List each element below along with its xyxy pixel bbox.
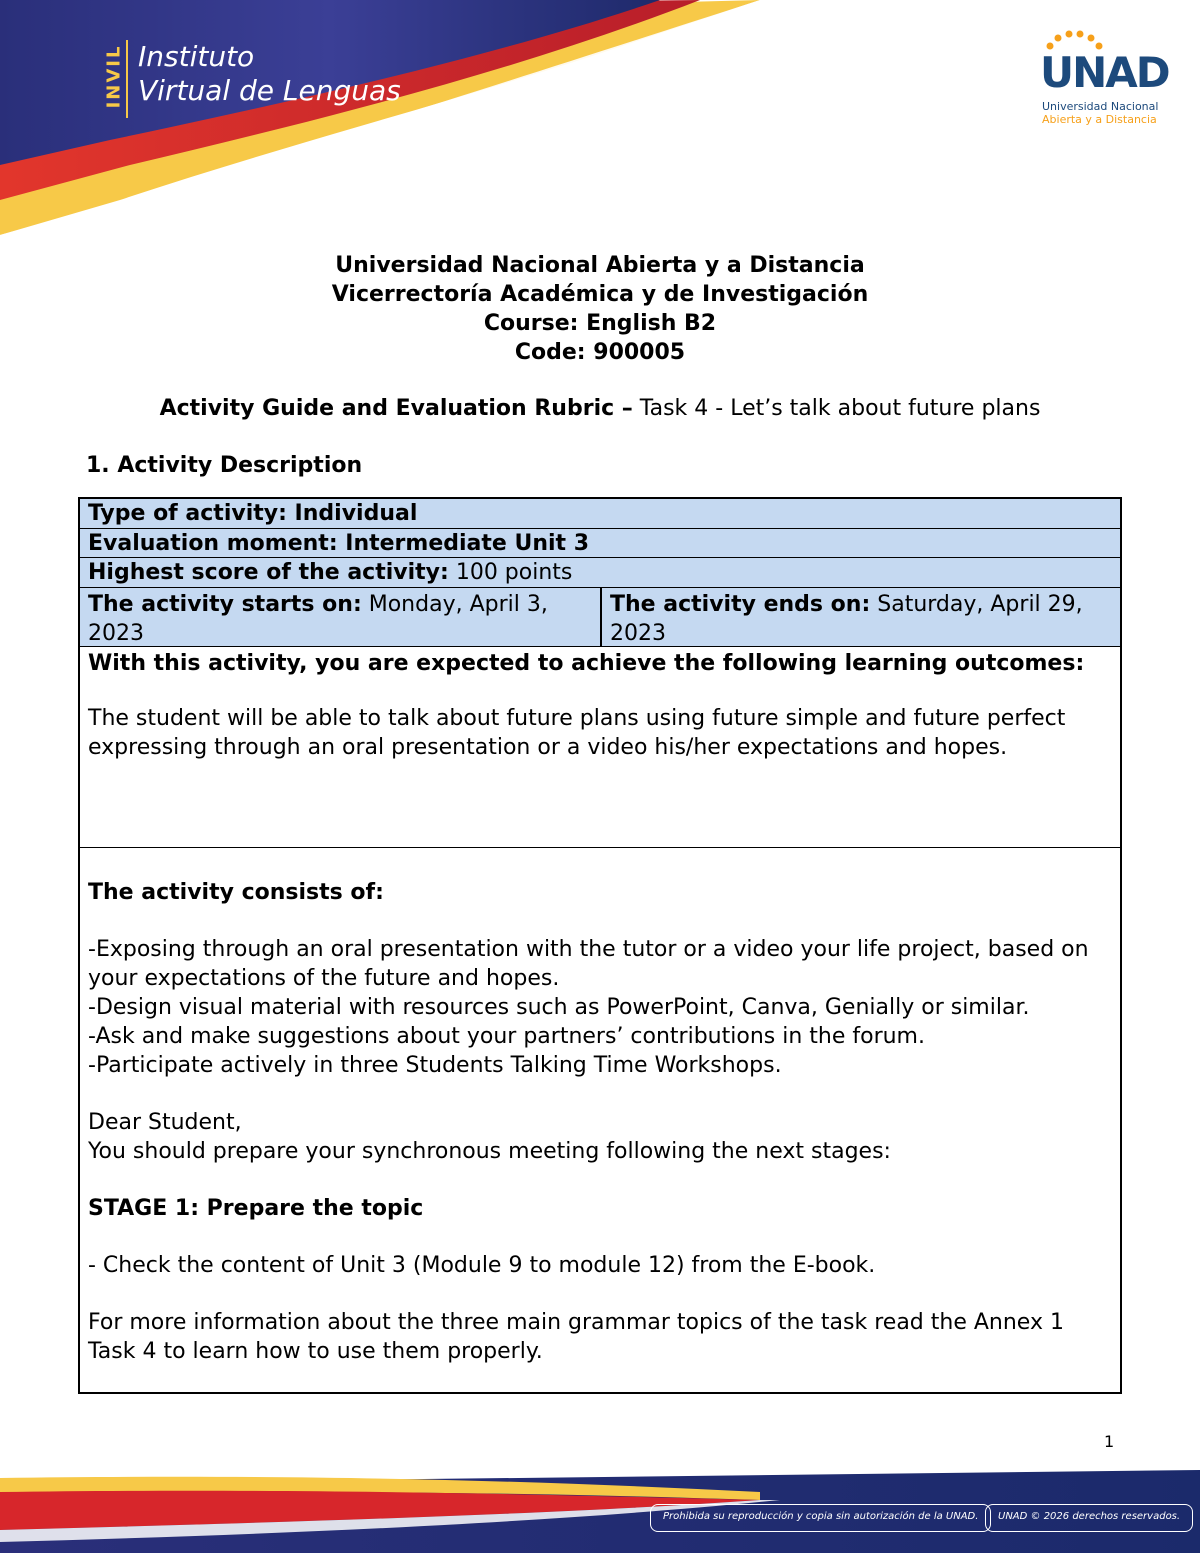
row-evaluation-moment [80,529,1120,558]
university-name: Universidad Nacional Abierta y a Distancia [335,253,865,278]
institute-name [138,40,401,108]
consists-item: -Exposing through an oral presentation with the tutor or a video your life project, based on your expectations of the future and hopes. [88,937,1089,991]
guide-title-bold: Activity Guide and Evaluation Rubric – [159,396,633,421]
guide-title-normal: Task 4 - Let’s talk about future plans [632,396,1041,421]
start-date-value: Monday, April 3, 2023 [88,592,548,646]
highest-score-label: Highest score of the activity: [88,560,449,585]
prepare-text: You should prepare your synchronous meeting following the next stages: [88,1139,891,1164]
learning-outcomes-text: The student will be able to talk about future plans using future simple and future perfect expressing through an oral presentation or a video his/her expectations and hopes. [88,706,1066,760]
invl-vertical-text: INVIL [103,44,125,109]
vice-rectory: Vicerrectoría Académica y de Investigación [331,282,869,307]
row-highest-score [80,558,1120,588]
start-date-cell [80,588,602,646]
activity-consists-cell [80,848,1120,1366]
course-name: Course: English B2 [483,311,717,336]
start-date-label: The activity starts on: [88,592,362,617]
row-dates [80,588,1120,647]
unad-wordmark [1040,48,1169,97]
more-info-text: For more information about the three main grammar topics of the task read the Annex 1 Task 4 to learn how to use them properly. [88,1310,1064,1364]
end-date-cell [602,588,1120,646]
end-date-value: Saturday, April 29, 2023 [610,592,1083,646]
footer-rights-note: UNAD © 2026 derechos reservados. [985,1504,1193,1532]
row-activity-consists [80,848,1120,1392]
end-date-label: The activity ends on: [610,592,871,617]
learning-outcomes-cell [80,647,1120,762]
type-of-activity: Type of activity: Individual [88,501,418,526]
invl-logo [96,40,401,120]
unad-subtitle-1: Universidad Nacional [1042,100,1159,113]
consists-item: -Design visual material with resources such as PowerPoint, Canva, Genially or similar. [88,995,1030,1020]
stage1-heading: STAGE 1: Prepare the topic [88,1196,424,1221]
greeting: Dear Student, [88,1110,242,1135]
unad-wordmark-text: UNAD [1040,48,1169,97]
institute-line2: Virtual de Lenguas [138,74,401,107]
row-learning-outcomes [80,647,1120,848]
unad-subtitle-2: Abierta y a Distancia [1042,113,1157,126]
course-code: Code: 900005 [514,340,686,365]
row-type-of-activity [80,499,1120,529]
learning-outcomes-heading: With this activity, you are expected to achieve the following learning outcomes: [88,651,1085,676]
guide-title [0,396,1200,421]
highest-score-value: 100 points [448,560,573,585]
page-number: 1 [1104,1432,1115,1451]
footer-copyright-note: Prohibida su reproducción y copia sin autorización de la UNAD. [650,1504,991,1532]
activity-consists-heading: The activity consists of: [88,880,384,905]
activity-table [78,497,1122,1394]
invl-vertical-mark [96,40,128,118]
consists-item: -Participate actively in three Students Talking Time Workshops. [88,1053,782,1078]
institute-line1: Instituto [138,40,255,73]
stage1-item: - Check the content of Unit 3 (Module 9 to module 12) from the E-book. [88,1253,876,1278]
unad-logo [1040,30,1170,130]
section-title: 1. Activity Description [86,453,363,478]
consists-item: -Ask and make suggestions about your partners’ contributions in the forum. [88,1024,925,1049]
top-banner [0,0,1200,240]
evaluation-moment: Evaluation moment: Intermediate Unit 3 [88,531,590,556]
highest-score [80,558,1120,585]
banner-graphic [0,0,1200,240]
